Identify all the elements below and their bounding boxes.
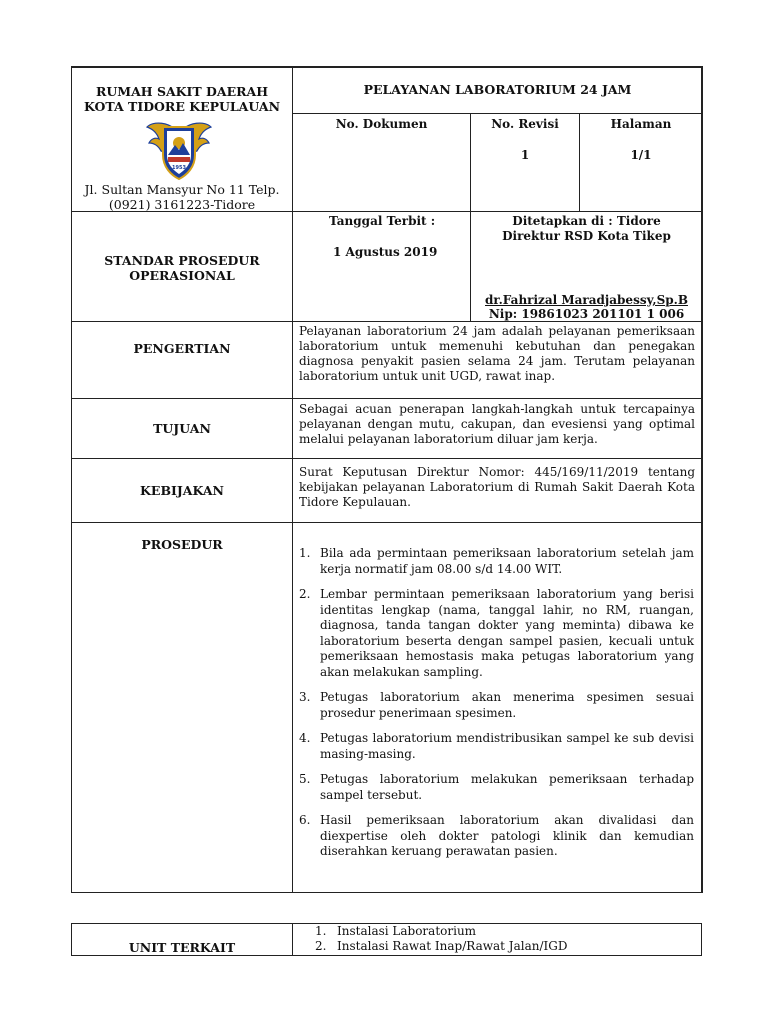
document-title: PELAYANAN LABORATORIUM 24 JAM	[363, 82, 632, 97]
step-number: 2.	[299, 587, 311, 601]
row-divider-tujuan	[71, 458, 702, 459]
step-text: Lembar permintaan pemeriksaan laboratorium yang berisi identitas lengkap (nama, tanggal lahir, no RM, ruangan, diagnosa, tanda tangan dokter yang meminta) dibawa ke laboratorium beserta dengan sampel pasien, kecuali untuk pemeriksaan hemostasis maka petugas laboratorium yang akan melakukan sampling.	[320, 587, 694, 679]
address-line1: Jl. Sultan Mansyur No 11 Telp.	[84, 182, 280, 197]
sop-label-line2: OPERASIONAL	[129, 268, 235, 283]
unit-item	[315, 924, 695, 939]
step-number: 4.	[299, 731, 311, 745]
prosedur-label: PROSEDUR	[141, 537, 223, 552]
table-border-top	[71, 66, 702, 68]
unit-table-border-bottom	[71, 955, 702, 956]
hospital-name-line1: RUMAH SAKIT DAERAH	[95, 84, 269, 99]
unit-table-divider	[292, 923, 293, 956]
unit-text: Instalasi Laboratorium	[337, 924, 477, 938]
issue-date-value: 1 Agustus 2019	[333, 245, 438, 259]
hospital-address	[72, 182, 292, 212]
table-border-right	[701, 66, 703, 893]
prosedur-list	[299, 546, 694, 860]
director-name: dr.Fahrizal Maradjabessy,Sp.B	[485, 293, 688, 307]
prosedur-step	[299, 690, 694, 721]
prosedur-step	[299, 772, 694, 803]
unit-terkait-list	[315, 924, 695, 954]
row-divider-kebijakan	[71, 522, 702, 523]
step-number: 3.	[299, 690, 311, 704]
page-label: Halaman	[610, 117, 672, 131]
step-text: Petugas laboratorium mendistribusikan sampel ke sub devisi masing-masing.	[320, 731, 694, 761]
issue-date-label: Tanggal Terbit :	[329, 214, 436, 228]
revision-label: No. Revisi	[491, 117, 559, 131]
row-divider-title	[292, 113, 702, 114]
step-text: Hasil pemeriksaan laboratorium akan divalidasi dan diexpertise oleh dokter patologi klinik dan kemudian diserahkan keruang perawatan pasien.	[320, 813, 694, 858]
column-divider	[292, 66, 293, 893]
tujuan-text: Sebagai acuan penerapan langkah-langkah untuk tercapainya pelayanan dengan mutu, cakupan, dan evesiensi yang optimal melalui pelayanan laboratorium diluar jam kerja.	[299, 402, 695, 446]
sop-label	[72, 253, 292, 283]
unit-item	[315, 939, 695, 954]
logo-year: 1953	[172, 165, 186, 171]
row-divider-pengertian	[71, 398, 702, 399]
established-line1: Ditetapkan di : Tidore	[512, 214, 661, 228]
step-text: Petugas laboratorium melakukan pemeriksaan terhadap sampel tersebut.	[320, 772, 694, 802]
doc-no-label: No. Dokumen	[335, 117, 428, 131]
prosedur-steps	[299, 546, 694, 870]
kebijakan-text: Surat Keputusan Direktur Nomor: 445/169/11/2019 tentang kebijakan pelayanan Laboratorium di Rumah Sakit Daerah Kota Tidore Kepulauan.	[299, 465, 695, 509]
step-number: 6.	[299, 813, 311, 827]
tujuan-label: TUJUAN	[153, 421, 211, 436]
hospital-logo-emblem-icon	[143, 113, 215, 185]
step-text: Bila ada permintaan pemeriksaan laboratorium setelah jam kerja normatif jam 08.00 s/d 14.00 WIT.	[320, 546, 694, 576]
address-line2: (0921) 3161223-Tidore	[108, 197, 256, 212]
established-info	[471, 214, 702, 244]
prosedur-step	[299, 731, 694, 762]
kebijakan-label: KEBIJAKAN	[140, 483, 224, 498]
unit-terkait-label: UNIT TERKAIT	[128, 940, 236, 955]
step-text: Petugas laboratorium akan menerima spesimen sesuai prosedur penerimaan spesimen.	[320, 690, 694, 720]
step-number: 5.	[299, 772, 311, 786]
unit-number: 1.	[315, 924, 327, 938]
hospital-name-line2: KOTA TIDORE KEPULAUAN	[83, 99, 281, 114]
sop-label-line1: STANDAR PROSEDUR	[104, 253, 260, 268]
hospital-name	[72, 84, 292, 114]
page-value: 1/1	[630, 148, 652, 162]
revision-value: 1	[520, 148, 530, 162]
pengertian-text: Pelayanan laboratorium 24 jam adalah pelayanan pemeriksaan laboratorium untuk memenuhi kebutuhan dan penegakan diagnosa penyakit pasien selama 24 jam. Terutam pelayanan laboratorium untuk unit UGD, rawat inap.	[299, 324, 695, 383]
unit-text: Instalasi Rawat Inap/Rawat Jalan/IGD	[337, 939, 568, 953]
table-border-bottom	[71, 892, 702, 893]
prosedur-step	[299, 546, 694, 577]
prosedur-step	[299, 813, 694, 860]
pengertian-label: PENGERTIAN	[133, 341, 231, 356]
director-nip: Nip: 19861023 201101 1 006	[488, 307, 685, 321]
unit-number: 2.	[315, 939, 327, 953]
hospital-logo	[143, 113, 215, 185]
unit-table-border-right	[701, 923, 702, 956]
step-number: 1.	[299, 546, 311, 560]
established-line2: Direktur RSD Kota Tikep	[502, 229, 671, 243]
prosedur-step	[299, 587, 694, 680]
